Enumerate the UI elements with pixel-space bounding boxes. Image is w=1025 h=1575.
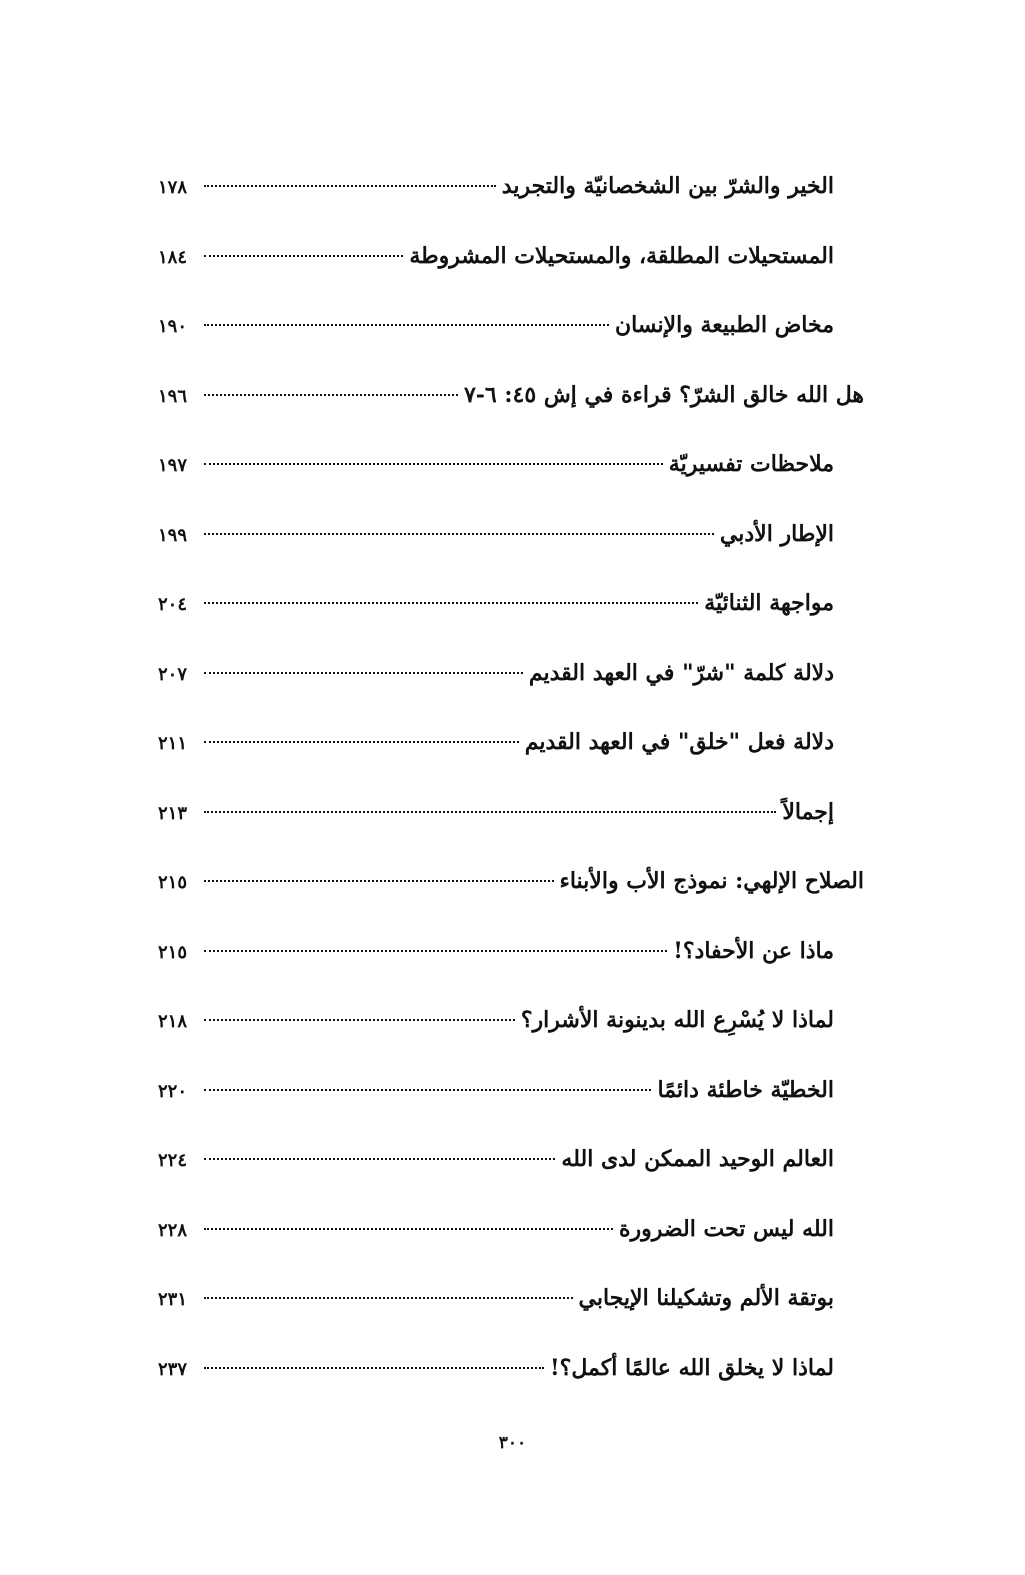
toc-entry-page: ٢٢٠ xyxy=(158,1080,188,1102)
toc-leader-dots xyxy=(204,740,519,743)
toc-entry-title: ملاحظات تفسيريّة xyxy=(668,451,834,477)
toc-leader-dots xyxy=(204,1296,573,1299)
toc-leader-dots xyxy=(204,1018,515,1021)
toc-entry-title: الإطار الأدبي xyxy=(719,520,834,547)
toc-leader-dots xyxy=(204,532,714,535)
toc-entry xyxy=(158,569,864,639)
toc-leader-dots xyxy=(204,1088,651,1091)
toc-entry-title: مواجهة الثنائيّة xyxy=(704,590,834,616)
toc-leader-dots xyxy=(204,810,776,813)
toc-entry xyxy=(158,639,864,709)
toc-leader-dots xyxy=(204,1157,555,1160)
toc-entry-title: الصلاح الإلهي: نموذج الأب والأبناء xyxy=(559,868,864,894)
toc-entry-title: الخطيّة خاطئة دائمًا xyxy=(657,1076,834,1103)
toc-entry-title: لماذا لا يُسْرِع الله بدينونة الأشرار؟ xyxy=(520,1007,834,1033)
toc-leader-dots xyxy=(204,254,403,257)
page-number: ٣٠٠ xyxy=(498,1433,527,1453)
toc-leader-dots xyxy=(204,462,663,465)
toc-entry-page: ٢١٨ xyxy=(158,1011,188,1032)
toc-entry-page: ١٩٠ xyxy=(158,316,188,337)
toc-entry-page: ٢٠٧ xyxy=(158,663,188,685)
toc-entry xyxy=(158,778,864,848)
toc-entry xyxy=(158,361,864,431)
toc-entry-page: ١٧٨ xyxy=(158,177,188,198)
toc-leader-dots xyxy=(204,1227,613,1230)
toc-entry xyxy=(158,430,864,500)
toc-entry xyxy=(158,847,864,917)
toc-entry-title: العالم الوحيد الممكن لدى الله xyxy=(561,1146,834,1172)
toc-entry-title: بوتقة الألم وتشكيلنا الإيجابي xyxy=(578,1285,834,1311)
toc-leader-dots xyxy=(204,1366,544,1369)
toc-entry xyxy=(158,500,864,570)
toc-entry-title: الخير والشرّ بين الشخصانيّة والتجريد xyxy=(501,173,834,199)
toc-entry-title: هل الله خالق الشرّ؟ قراءة في إش ٤٥: ٦-٧ xyxy=(463,381,864,408)
toc-entry-title: ماذا عن الأحفاد؟! xyxy=(673,937,834,964)
toc-entry-title: إجمالاً xyxy=(782,798,834,825)
toc-entry-page: ٢٣١ xyxy=(158,1289,188,1310)
toc-entry xyxy=(158,222,864,292)
toc-leader-dots xyxy=(204,879,554,882)
toc-entry-page: ٢١٥ xyxy=(158,872,188,893)
toc-entry-page: ٢٠٤ xyxy=(158,594,188,615)
toc-entry xyxy=(158,708,864,778)
toc-entry-page: ٢٣٧ xyxy=(158,1358,188,1380)
toc-leader-dots xyxy=(204,184,496,187)
toc-entry-page: ١٩٧ xyxy=(158,455,188,476)
toc-entry-title: لماذا لا يخلق الله عالمًا أكمل؟! xyxy=(550,1354,834,1381)
toc-entry xyxy=(158,1195,864,1265)
toc-entry-title: دلالة كلمة "شرّ" في العهد القديم xyxy=(528,659,834,686)
toc-entry-title: دلالة فعل "خلق" في العهد القديم xyxy=(524,729,834,755)
toc-leader-dots xyxy=(204,671,523,674)
toc-entry xyxy=(158,291,864,361)
toc-entry-page: ٢١٣ xyxy=(158,802,188,824)
toc-entry-page: ١٨٤ xyxy=(158,246,188,268)
toc-entry-page: ٢٢٤ xyxy=(158,1150,188,1171)
toc-entry-title: المستحيلات المطلقة، والمستحيلات المشروطة xyxy=(409,242,834,269)
toc-entry-title: مخاض الطبيعة والإنسان xyxy=(614,312,834,338)
toc-leader-dots xyxy=(204,601,698,604)
toc-entry-page: ٢٢٨ xyxy=(158,1219,188,1241)
toc-entry xyxy=(158,152,864,222)
toc-entry-title: الله ليس تحت الضرورة xyxy=(619,1215,834,1242)
toc-entry xyxy=(158,1264,864,1334)
toc-entry-page: ٢١٥ xyxy=(158,941,188,963)
toc-entry xyxy=(158,1334,864,1404)
table-of-contents xyxy=(158,152,864,1403)
toc-entry-page: ١٩٦ xyxy=(158,385,188,407)
toc-entry xyxy=(158,1056,864,1126)
toc-entry-page: ١٩٩ xyxy=(158,524,188,546)
toc-leader-dots xyxy=(204,323,609,326)
toc-entry xyxy=(158,1125,864,1195)
toc-entry-page: ٢١١ xyxy=(158,733,188,754)
toc-leader-dots xyxy=(204,393,458,396)
toc-entry xyxy=(158,986,864,1056)
toc-leader-dots xyxy=(204,949,667,952)
toc-entry xyxy=(158,917,864,987)
